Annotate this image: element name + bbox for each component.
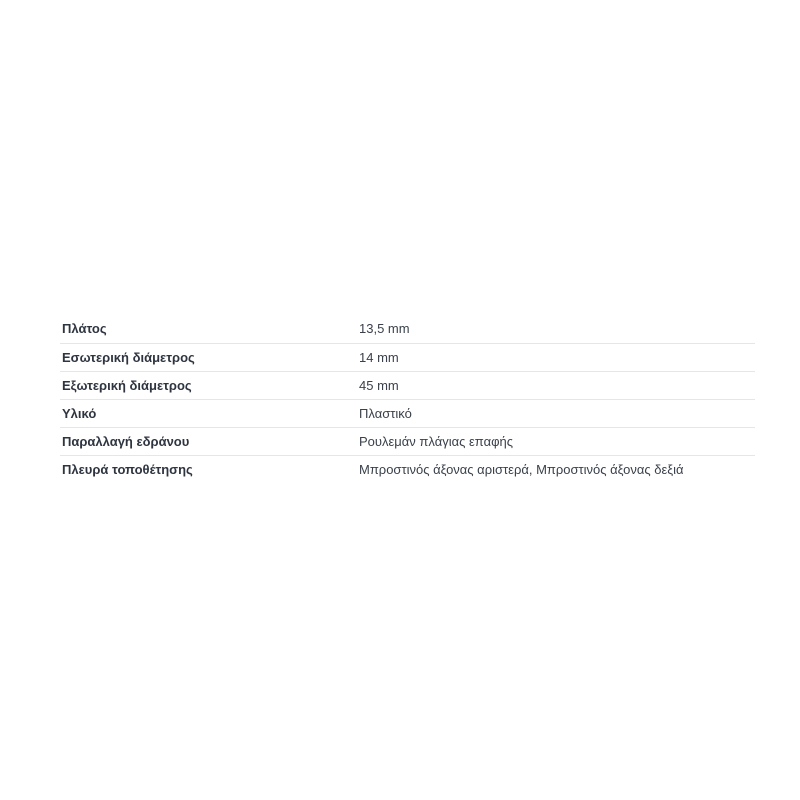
spec-value: Πλαστικό [359, 405, 412, 421]
spec-value: Μπροστινός άξονας αριστερά, Μπροστινός άξονας δεξιά [359, 461, 684, 477]
spec-label: Εξωτερική διάμετρος [62, 377, 192, 393]
spec-value: 45 mm [359, 377, 399, 393]
spec-label: Εσωτερική διάμετρος [62, 349, 195, 365]
spec-label: Υλικό [62, 405, 97, 421]
spec-value: Ρουλεμάν πλάγιας επαφής [359, 433, 514, 449]
spec-label: Παραλλαγή εδράνου [62, 433, 190, 449]
spec-value: 14 mm [359, 349, 399, 365]
specifications-table [60, 315, 755, 483]
spec-row-material [60, 399, 755, 427]
spec-row-width [60, 315, 755, 343]
spec-row-fitting-side [60, 455, 755, 483]
spec-value: 13,5 mm [359, 321, 410, 337]
spec-label: Πλάτος [62, 321, 107, 337]
spec-label: Πλευρά τοποθέτησης [62, 461, 193, 477]
spec-row-outer-diameter [60, 371, 755, 399]
spec-row-bearing-variant [60, 427, 755, 455]
spec-row-inner-diameter [60, 343, 755, 371]
